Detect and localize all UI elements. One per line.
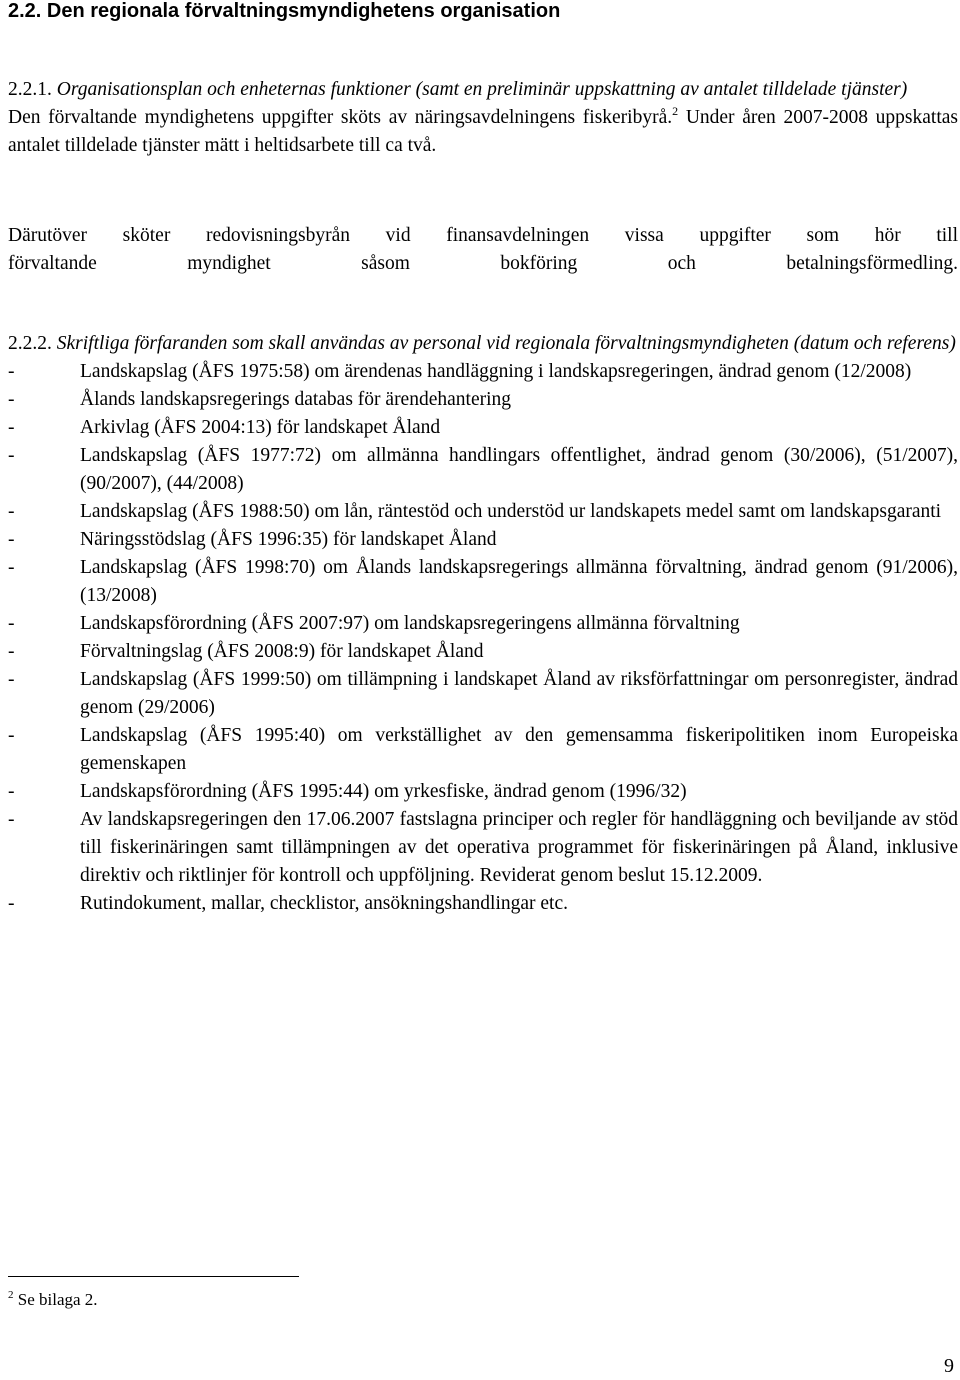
footnote-text: Se bilaga 2.: [13, 1290, 98, 1309]
list-item-text: Landskapslag (ÅFS 1999:50) om tillämpning i landskapet Åland av riksförfattningar om personregister, ändrad genom (29/2006): [80, 669, 958, 718]
paragraph-line: förvaltande myndighet såsom bokföring och betalningsförmedling.: [8, 253, 958, 274]
list-item-text: Av landskapsregeringen den 17.06.2007 fastslagna principer och regler för handläggning och beviljande av stöd till fiskerinäringen samt tillämpningen av det operativa programmet för fiskerinäringen på Åland, inklusive direktiv och riktlinjer för kontroll och uppföljning. Reviderat genom beslut 15.12.2009.: [80, 809, 958, 886]
subsection-title-text: Skriftliga förfaranden som skall användas av personal vid regionala förvaltningsmyndigheten (datum och referens): [56, 333, 956, 354]
list-item: [8, 806, 958, 890]
list-dash: -: [8, 641, 15, 662]
reference-list: [8, 358, 958, 918]
list-dash: -: [8, 529, 15, 550]
section-2-2-2: [8, 330, 958, 918]
subsection-title-2-2-1: [8, 76, 958, 104]
list-item: [8, 610, 958, 638]
subsection-number: 2.2.1.: [8, 79, 52, 100]
list-item: [8, 722, 958, 778]
list-item: [8, 498, 958, 526]
list-dash: -: [8, 893, 15, 914]
list-item: [8, 414, 958, 442]
list-dash: -: [8, 613, 15, 634]
footnote-reference: 2: [672, 104, 679, 118]
list-item: [8, 526, 958, 554]
subsection-title-2-2-2: [8, 330, 958, 358]
list-item-text: Landskapslag (ÅFS 1995:40) om verkställighet av den gemensamma fiskeripolitiken inom Europeiska gemenskapen: [80, 725, 958, 774]
paragraph-organisation: [8, 104, 958, 160]
footnote-number: 2: [8, 1289, 14, 1301]
list-item-text: Landskapslag (ÅFS 1975:58) om ärendenas handläggning i landskapsregeringen, ändrad genom (12/2008): [80, 361, 912, 382]
list-item: [8, 442, 958, 498]
list-item-text: Förvaltningslag (ÅFS 2008:9) för landskapet Åland: [80, 641, 484, 662]
paragraph-text: Den förvaltande myndighetens uppgifter sköts av näringsavdelningens fiskeribyrå.: [8, 107, 673, 128]
list-item-text: Landskapsförordning (ÅFS 2007:97) om landskapsregeringens allmänna förvaltning: [80, 613, 740, 634]
list-item-text: Näringsstödslag (ÅFS 1996:35) för landskapet Åland: [80, 529, 497, 550]
subsection-title-text: Organisationsplan och enheternas funktioner (samt en preliminär uppskattning av antalet tilldelade tjänster): [56, 79, 908, 100]
list-dash: -: [8, 669, 15, 690]
list-item-text: Landskapslag (ÅFS 1988:50) om lån, räntestöd och understöd ur landskapets medel samt om landskapsgaranti: [80, 501, 942, 522]
list-dash: -: [8, 809, 15, 830]
list-dash: -: [8, 501, 15, 522]
footnote: [8, 1288, 98, 1312]
paragraph-text: Under åren 2007-2008 uppskattas antalet tilldelade tjänster mätt i heltidsarbete till ca två.: [8, 107, 958, 156]
list-dash: -: [8, 445, 15, 466]
list-dash: -: [8, 361, 15, 382]
paragraph-line: Därutöver sköter redovisningsbyrån vid finansavdelningen vissa uppgifter som hör till: [8, 225, 958, 246]
list-dash: -: [8, 417, 15, 438]
page-number: 9: [944, 1355, 954, 1377]
list-item: [8, 666, 958, 722]
list-dash: -: [8, 389, 15, 410]
list-item-text: Landskapslag (ÅFS 1977:72) om allmänna handlingars offentlighet, ändrad genom (30/2006), (51/2007), (90/2007), (44/2008): [80, 445, 958, 494]
list-dash: -: [8, 781, 15, 802]
section-2-2-1: [8, 76, 958, 160]
list-item: [8, 358, 958, 386]
list-item-text: Arkivlag (ÅFS 2004:13) för landskapet Åland: [80, 417, 441, 438]
list-item: [8, 638, 958, 666]
list-item-text: Landskapsförordning (ÅFS 1995:44) om yrkesfiske, ändrad genom (1996/32): [80, 781, 687, 802]
list-item: [8, 554, 958, 610]
list-item-text: Landskapslag (ÅFS 1998:70) om Ålands landskapsregerings allmänna förvaltning, ändrad genom (91/2006), (13/2008): [80, 557, 958, 606]
paragraph-redovisning: [8, 222, 958, 278]
footnote-separator: [8, 1276, 299, 1277]
section-heading: 2.2. Den regionala förvaltningsmyndighetens organisation: [8, 0, 561, 22]
subsection-number: 2.2.2.: [8, 333, 52, 354]
list-item: [8, 778, 958, 806]
list-item-text: Rutindokument, mallar, checklistor, ansökningshandlingar etc.: [80, 893, 568, 914]
list-item-text: Ålands landskapsregerings databas för ärendehantering: [80, 389, 512, 410]
list-item: [8, 386, 958, 414]
list-dash: -: [8, 557, 15, 578]
list-dash: -: [8, 725, 15, 746]
list-item: [8, 890, 958, 918]
